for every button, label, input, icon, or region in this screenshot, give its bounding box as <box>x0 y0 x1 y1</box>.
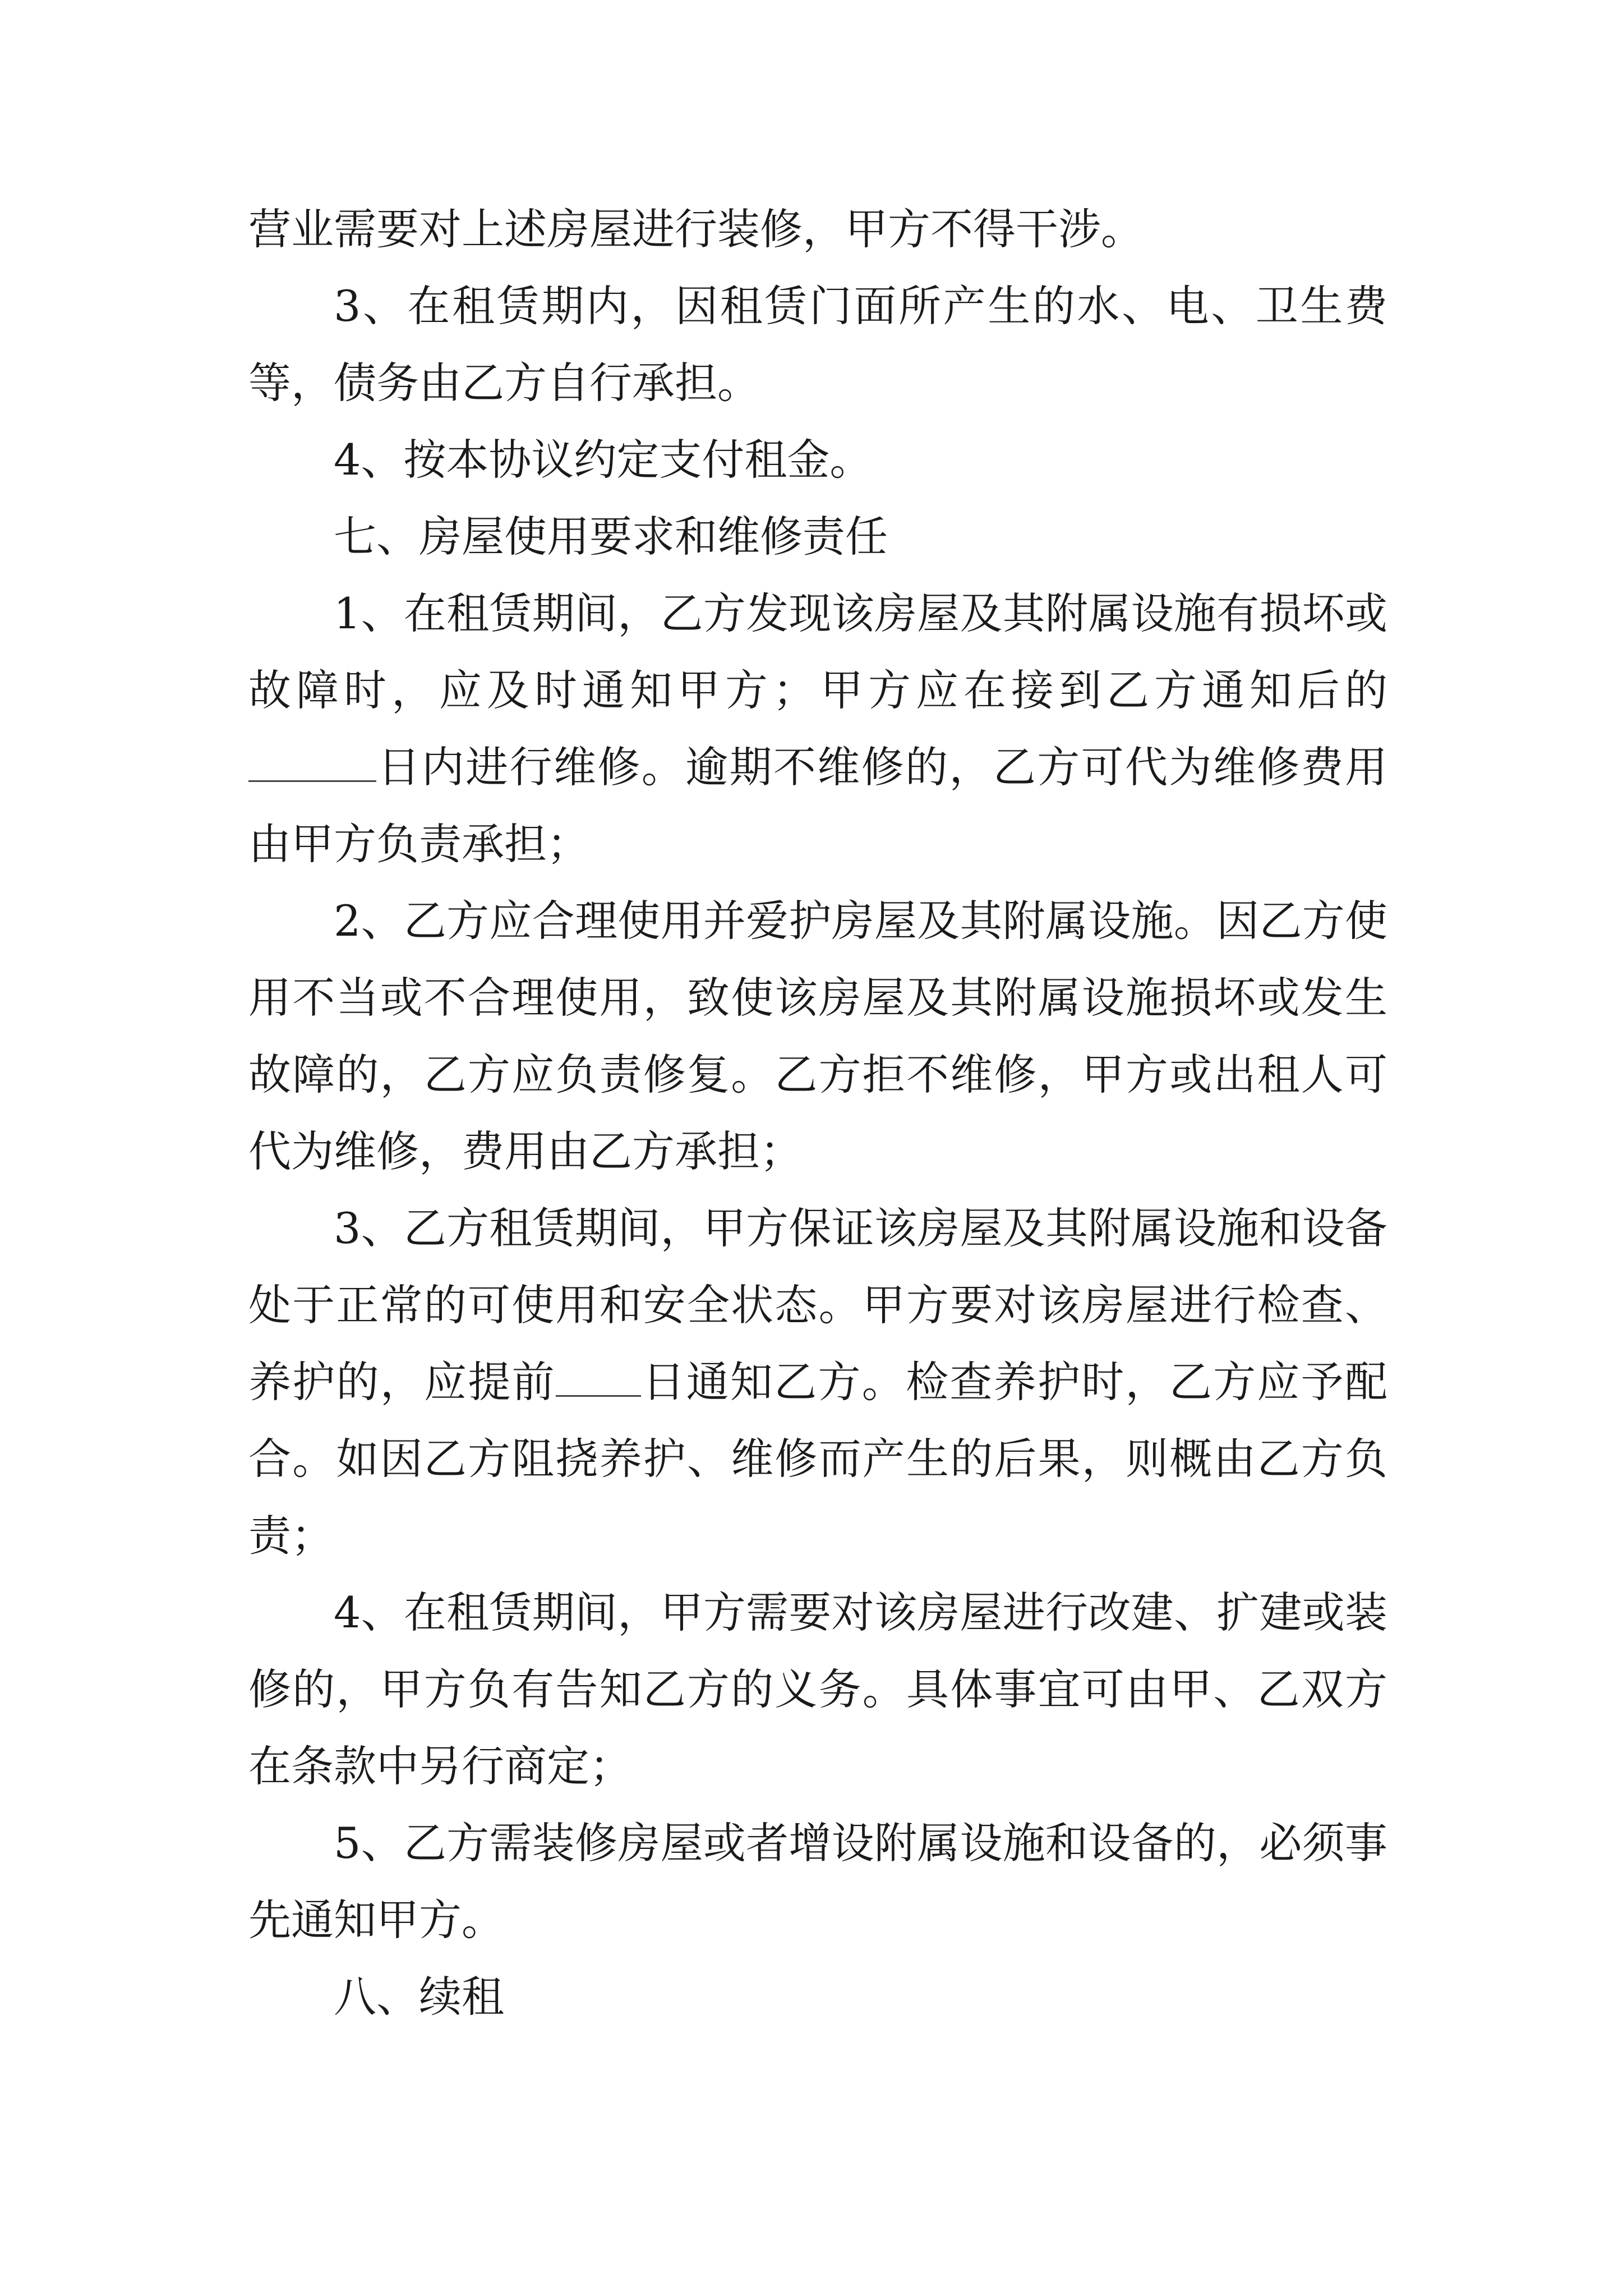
clause-1-text-before: 1、在租赁期间，乙方发现该房屋及其附属设施有损坏或故障时，应及时通知甲方；甲方应在接到乙方通知后的 <box>248 588 1387 715</box>
paragraph-repair-clause-2: 2、乙方应合理使用并爱护房屋及其附属设施。因乙方使用不当或不合理使用，致使该房屋及其附属设施损坏或发生故障的，乙方应负责修复。乙方拒不维修，甲方或出租人可代为维修，费用由乙方承担； <box>248 896 1387 1176</box>
fill-in-blank-days <box>248 746 376 782</box>
document-page <box>248 191 1387 2035</box>
paragraph-clause-3-utilities: 3、在租赁期内，因租赁门面所产生的水、电、卫生费等，债务由乙方自行承担。 <box>248 281 1387 408</box>
paragraph-repair-clause-3 <box>248 1190 1387 1574</box>
section-heading-7: 七、房屋使用要求和维修责任 <box>334 512 888 562</box>
paragraph-repair-clause-5: 5、乙方需装修房屋或者增设附属设施和设备的，必须事先通知甲方。 <box>248 1818 1387 1945</box>
fill-in-blank-notice-days <box>556 1360 641 1397</box>
paragraph-repair-clause-1 <box>248 575 1387 882</box>
clause-3-text-before: 3、乙方租赁期间，甲方保证该房屋及其附属设施和设备处于正常的可使用和安全状态。甲方要对该房屋进行检查、养护的，应提前 <box>248 1203 1387 1407</box>
section-heading-8: 八、续租 <box>334 1972 504 2022</box>
paragraph-repair-clause-4: 4、在租赁期间，甲方需要对该房屋进行改建、扩建或装修的，甲方负有告知乙方的义务。具体事宜可由甲、乙双方在条款中另行商定； <box>248 1588 1387 1791</box>
paragraph-continuation: 营业需要对上述房屋进行装修，甲方不得干涉。 <box>248 204 1144 254</box>
clause-3-text-after: 日通知乙方。检查养护时，乙方应予配合。如因乙方阻挠养护、维修而产生的后果，则概由乙方负责； <box>248 1357 1388 1561</box>
paragraph-clause-4-rent: 4、按本协议约定支付租金。 <box>334 435 873 485</box>
clause-1-text-after: 日内进行维修。逾期不维修的，乙方可代为维修费用由甲方负责承担； <box>248 742 1387 869</box>
